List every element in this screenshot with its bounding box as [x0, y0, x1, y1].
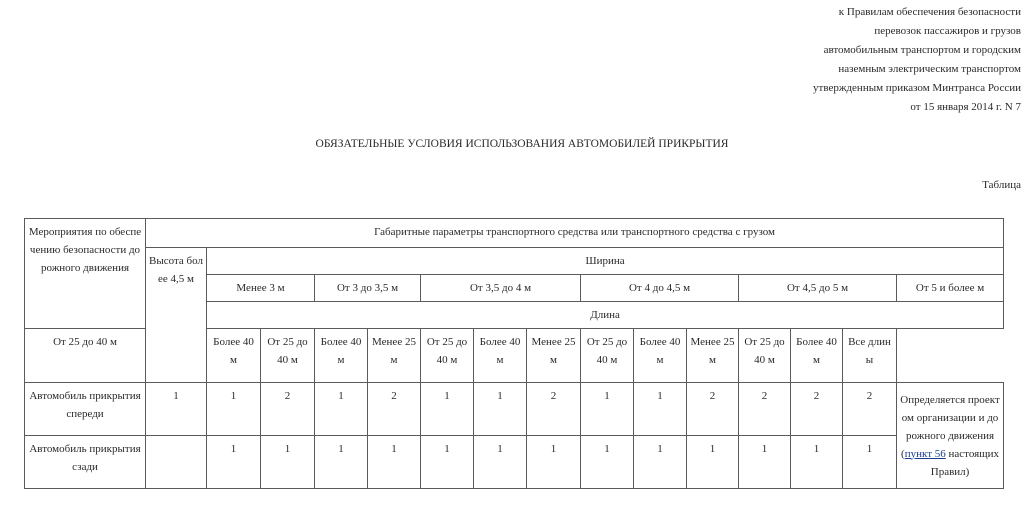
table-cell: 2: [527, 383, 581, 436]
length-header: Длина: [207, 302, 1004, 329]
appendix-line: автомобильным транспортом и городским: [823, 44, 1021, 56]
appendix-line: от 15 января 2014 г. N 7: [910, 101, 1021, 113]
table-cell: 1: [687, 436, 739, 489]
table-label: Таблица: [982, 179, 1021, 191]
table-row: [25, 383, 1004, 436]
table-cell: 1: [527, 436, 581, 489]
table-cell: 1: [474, 436, 527, 489]
length-column-header: Менее 25 м: [527, 329, 581, 383]
table-cell: 1: [421, 436, 474, 489]
length-column-header: Более 40 м: [791, 329, 843, 383]
table-cell: 1: [474, 383, 527, 436]
height-cell: [146, 436, 207, 489]
width-group: От 4,5 до 5 м: [739, 275, 897, 302]
width-group: Менее 3 м: [207, 275, 315, 302]
length-column-header: От 25 до 40 м: [25, 329, 146, 383]
note-text: Определяется проектом организации и дорожного движения (: [900, 393, 1000, 460]
table-row: [25, 436, 1004, 489]
appendix-line: утвержденным приказом Минтранса России: [813, 82, 1021, 94]
table-cell: 1: [207, 436, 261, 489]
width-group: От 3 до 3,5 м: [315, 275, 421, 302]
conditions-table: [24, 218, 1004, 489]
all-lengths-note: [897, 383, 1004, 489]
table-cell: 1: [634, 383, 687, 436]
table-cell: 1: [739, 436, 791, 489]
table-cell: 2: [739, 383, 791, 436]
table-cell: 1: [261, 436, 315, 489]
width-header: Ширина: [207, 248, 1004, 275]
length-column-header: От 25 до 40 м: [739, 329, 791, 383]
table-cell: 1: [315, 383, 368, 436]
appendix-line: перевозок пассажиров и грузов: [874, 25, 1021, 37]
table-cell: 1: [368, 436, 421, 489]
length-column-header: От 25 до 40 м: [421, 329, 474, 383]
table-cell: 1: [634, 436, 687, 489]
note-text: настоящих Правил): [930, 447, 1000, 478]
measures-header: Мероприятия по обеспечению безопасности дорожного движения: [25, 219, 146, 329]
appendix-line: к Правилам обеспечения безопасности: [838, 6, 1021, 18]
table-cell: 2: [687, 383, 739, 436]
table-cell: 2: [843, 383, 897, 436]
width-group: От 3,5 до 4 м: [421, 275, 581, 302]
appendix-line: наземным электрическим транспортом: [838, 63, 1021, 75]
width-group: От 4 до 4,5 м: [581, 275, 739, 302]
appendix-header: [813, 3, 1021, 117]
document-title: ОБЯЗАТЕЛЬНЫЕ УСЛОВИЯ ИСПОЛЬЗОВАНИЯ АВТОМОБИЛЕЙ ПРИКРЫТИЯ: [315, 138, 729, 150]
length-column-header: Более 40 м: [315, 329, 368, 383]
table-cell: 1: [315, 436, 368, 489]
table-cell: 2: [261, 383, 315, 436]
length-column-header: От 25 до 40 м: [581, 329, 634, 383]
table-cell: 2: [368, 383, 421, 436]
length-column-header: Более 40 м: [474, 329, 527, 383]
height-header: Высота более 4,5 м: [146, 248, 207, 383]
length-column-header: Более 40 м: [207, 329, 261, 383]
table-cell: 1: [791, 436, 843, 489]
gabarit-header: Габаритные параметры транспортного средства или транспортного средства с грузом: [146, 219, 1004, 248]
table-cell: 1: [581, 383, 634, 436]
length-column-header: Более 40 м: [634, 329, 687, 383]
table-cell: 2: [791, 383, 843, 436]
length-column-header: От 25 до 40 м: [261, 329, 315, 383]
length-column-header: Менее 25 м: [687, 329, 739, 383]
row-label: Автомобиль прикрытия сзади: [25, 436, 146, 489]
table-cell: 1: [843, 436, 897, 489]
row-label: Автомобиль прикрытия спереди: [25, 383, 146, 436]
length-column-header: Менее 25 м: [368, 329, 421, 383]
table-cell: 1: [207, 383, 261, 436]
table-cell: 1: [421, 383, 474, 436]
width-group: От 5 и более м: [897, 275, 1004, 302]
point-56-link[interactable]: пункт 56: [904, 447, 946, 460]
length-column-header: Все длины: [843, 329, 897, 383]
height-cell: 1: [146, 383, 207, 436]
table-cell: 1: [581, 436, 634, 489]
